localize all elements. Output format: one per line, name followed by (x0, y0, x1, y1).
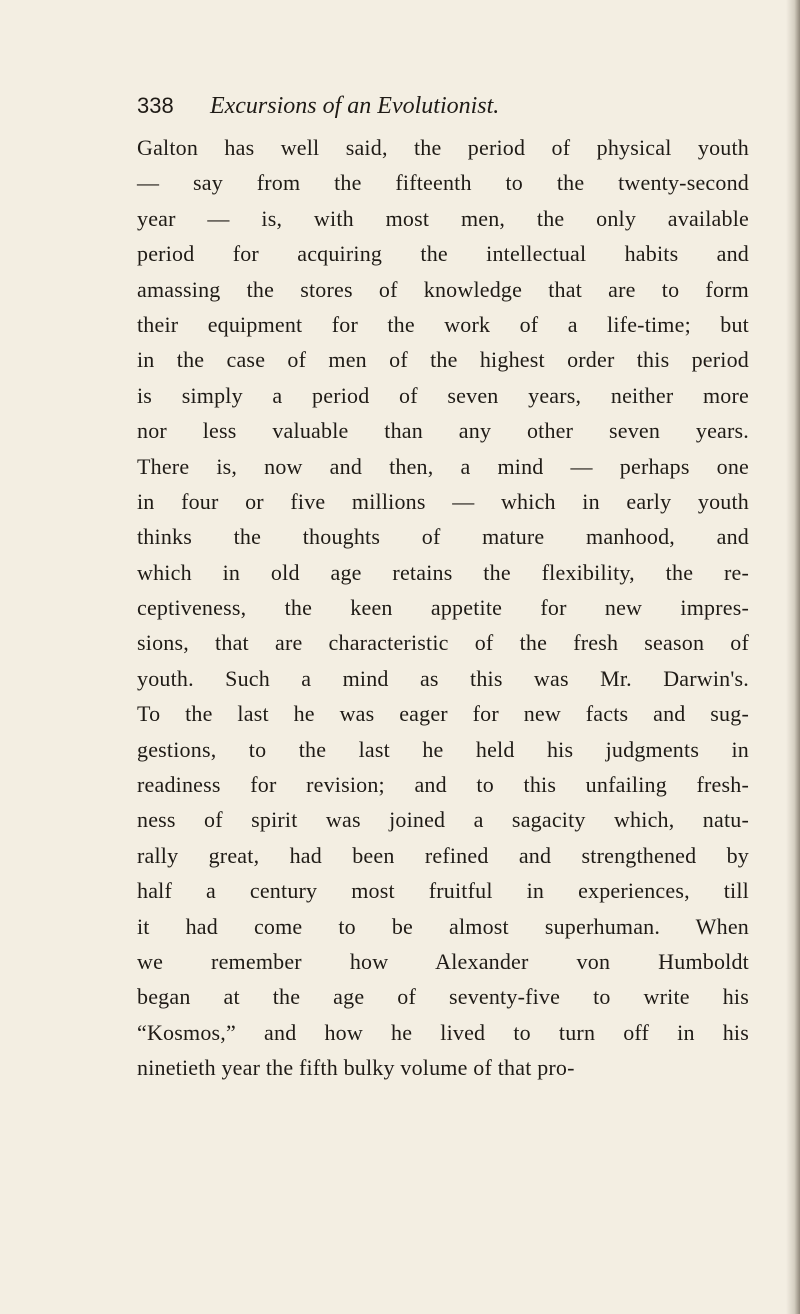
text-line: — say from the fifteenth to the twenty-second (137, 170, 749, 196)
body-text (137, 130, 749, 1086)
text-line: is simply a period of seven years, neither more (137, 382, 749, 408)
text-line: their equipment for the work of a life-time; but (137, 311, 749, 337)
text-line: nor less valuable than any other seven years. (137, 418, 749, 444)
running-head (137, 88, 757, 124)
text-line: Galton has well said, the period of physical youth (137, 135, 749, 160)
page-edge-shadow (786, 0, 800, 1314)
text-line: half a century most fruitful in experiences, till (137, 878, 749, 904)
running-title: Excursions of an Evolutionist. (209, 93, 500, 119)
text-line: rally great, had been refined and strengthened by (137, 842, 749, 868)
text-line: amassing the stores of knowledge that are to form (137, 276, 749, 302)
text-line: ness of spirit was joined a sagacity which, natu- (137, 807, 749, 833)
text-line: period for acquiring the intellectual habits and (137, 241, 749, 267)
text-line: in the case of men of the highest order this period (137, 347, 749, 373)
text-line: it had come to be almost superhuman. When (137, 913, 749, 939)
text-line: in four or five millions — which in early youth (137, 488, 749, 514)
text-line: thinks the thoughts of mature manhood, and (137, 524, 749, 550)
text-line: ninetieth year the fifth bulky volume of that pro- (137, 1055, 575, 1081)
text-line: ceptiveness, the keen appetite for new impres- (137, 595, 749, 621)
text-line: began at the age of seventy-five to write his (137, 984, 749, 1010)
text-line: readiness for revision; and to this unfailing fresh- (137, 772, 749, 798)
text-line: gestions, to the last he held his judgments in (137, 736, 749, 762)
text-line: To the last he was eager for new facts and sug- (137, 701, 749, 727)
text-line: year — is, with most men, the only available (137, 205, 749, 231)
text-line: sions, that are characteristic of the fresh season of (137, 630, 749, 656)
text-line: “Kosmos,” and how he lived to turn off in his (137, 1019, 749, 1045)
text-line: which in old age retains the flexibility, the re- (137, 559, 749, 585)
text-line: There is, now and then, a mind — perhaps one (137, 453, 749, 479)
text-line: youth. Such a mind as this was Mr. Darwin's. (137, 665, 749, 691)
page-number: 338 (137, 93, 174, 118)
text-line: we remember how Alexander von Humboldt (137, 948, 749, 974)
